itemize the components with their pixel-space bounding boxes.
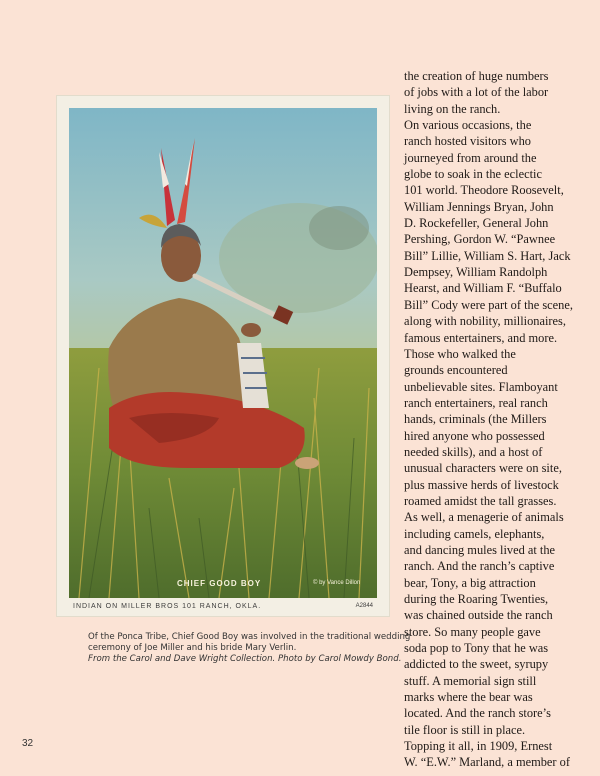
body-line: during the Roaring Twenties,: [404, 592, 549, 606]
body-line: Hearst, and William F. “Buffalo: [404, 281, 562, 296]
caption-line: ceremony of Joe Miller and his bride Mary Verlin.: [88, 643, 297, 653]
body-line: stuff. A memorial sign still: [404, 673, 537, 688]
body-line: including camels, elephants,: [404, 526, 545, 541]
body-line: ranch. And the ranch’s captive: [404, 559, 555, 574]
body-line: journeyed from around the: [404, 150, 537, 165]
chief-good-boy-postcard: [57, 96, 389, 616]
body-line: Topping it all, in 1909, Ernest: [404, 739, 553, 754]
body-line: hired anyone who possessed: [404, 428, 545, 443]
body-line: was chained outside the ranch: [404, 608, 553, 623]
body-line: grounds encountered: [404, 363, 508, 378]
body-line: living on the ranch.: [404, 101, 501, 116]
body-line: 101 world. Theodore Roosevelt,: [404, 183, 564, 198]
postcard-credit: © by Vance Dillon: [313, 580, 361, 586]
body-line: Bill” Cody were part of the scene,: [404, 297, 573, 312]
body-line: D. Rockefeller, General John: [404, 216, 549, 231]
page-number: 32: [22, 738, 34, 749]
postcard-photo: [69, 108, 377, 598]
body-line: William Jennings Bryan, John: [404, 199, 554, 214]
body-line: roamed amidst the tall grasses.: [404, 493, 557, 508]
body-line: Bill” Lillie, William S. Hart, Jack: [404, 248, 571, 263]
postcard-number: A2844: [355, 603, 373, 609]
body-line: ranch entertainers, real ranch: [404, 395, 548, 410]
body-line: ranch hosted visitors who: [404, 134, 531, 149]
body-text-column: [404, 68, 574, 771]
body-line: Those who walked the: [404, 346, 516, 361]
body-line: unbelievable sites. Flamboyant: [404, 379, 558, 394]
body-line: Pershing, Gordon W. “Pawnee: [404, 232, 556, 247]
body-line: addicted to the sweet, syrupy: [404, 657, 549, 672]
body-line: tile floor is still in place.: [404, 722, 526, 737]
body-line: needed skills), and a host of: [404, 444, 543, 459]
caption-credit: From the Carol and Dave Wright Collection. Photo by Carol Mowdy Bond.: [88, 654, 402, 664]
body-line: the creation of huge numbers: [404, 69, 549, 83]
body-line: of jobs with a lot of the labor: [404, 85, 549, 100]
photo-caption: [88, 632, 411, 665]
chief-good-boy-illustration: [69, 108, 377, 598]
body-line: As well, a menagerie of animals: [404, 510, 564, 525]
postcard-title: CHIEF GOOD BOY: [177, 579, 262, 588]
body-line: along with nobility, millionaires,: [404, 314, 566, 329]
body-line: located. And the ranch store’s: [404, 706, 551, 721]
body-line: and dancing mules lived at the: [404, 542, 556, 557]
postcard-caption-strip: [69, 598, 377, 614]
body-line: On various occasions, the: [404, 118, 532, 133]
body-line: W. “E.W.” Marland, a member of: [404, 755, 570, 770]
body-line: store. So many people gave: [404, 624, 541, 639]
caption-line: Of the Ponca Tribe, Chief Good Boy was involved in the traditional wedding: [88, 632, 411, 642]
postcard-location: INDIAN ON MILLER BROS 101 RANCH, OKLA.: [73, 602, 262, 610]
body-line: Dempsey, William Randolph: [404, 265, 548, 280]
body-line: globe to soak in the eclectic: [404, 167, 542, 182]
body-line: bear, Tony, a big attraction: [404, 575, 536, 590]
body-line: soda pop to Tony that he was: [404, 641, 549, 656]
body-line: unusual characters were on site,: [404, 461, 562, 476]
body-line: hands, criminals (the Millers: [404, 412, 547, 427]
body-line: famous entertainers, and more.: [404, 330, 558, 345]
body-line: marks where the bear was: [404, 690, 533, 705]
body-line: plus massive herds of livestock: [404, 477, 559, 492]
